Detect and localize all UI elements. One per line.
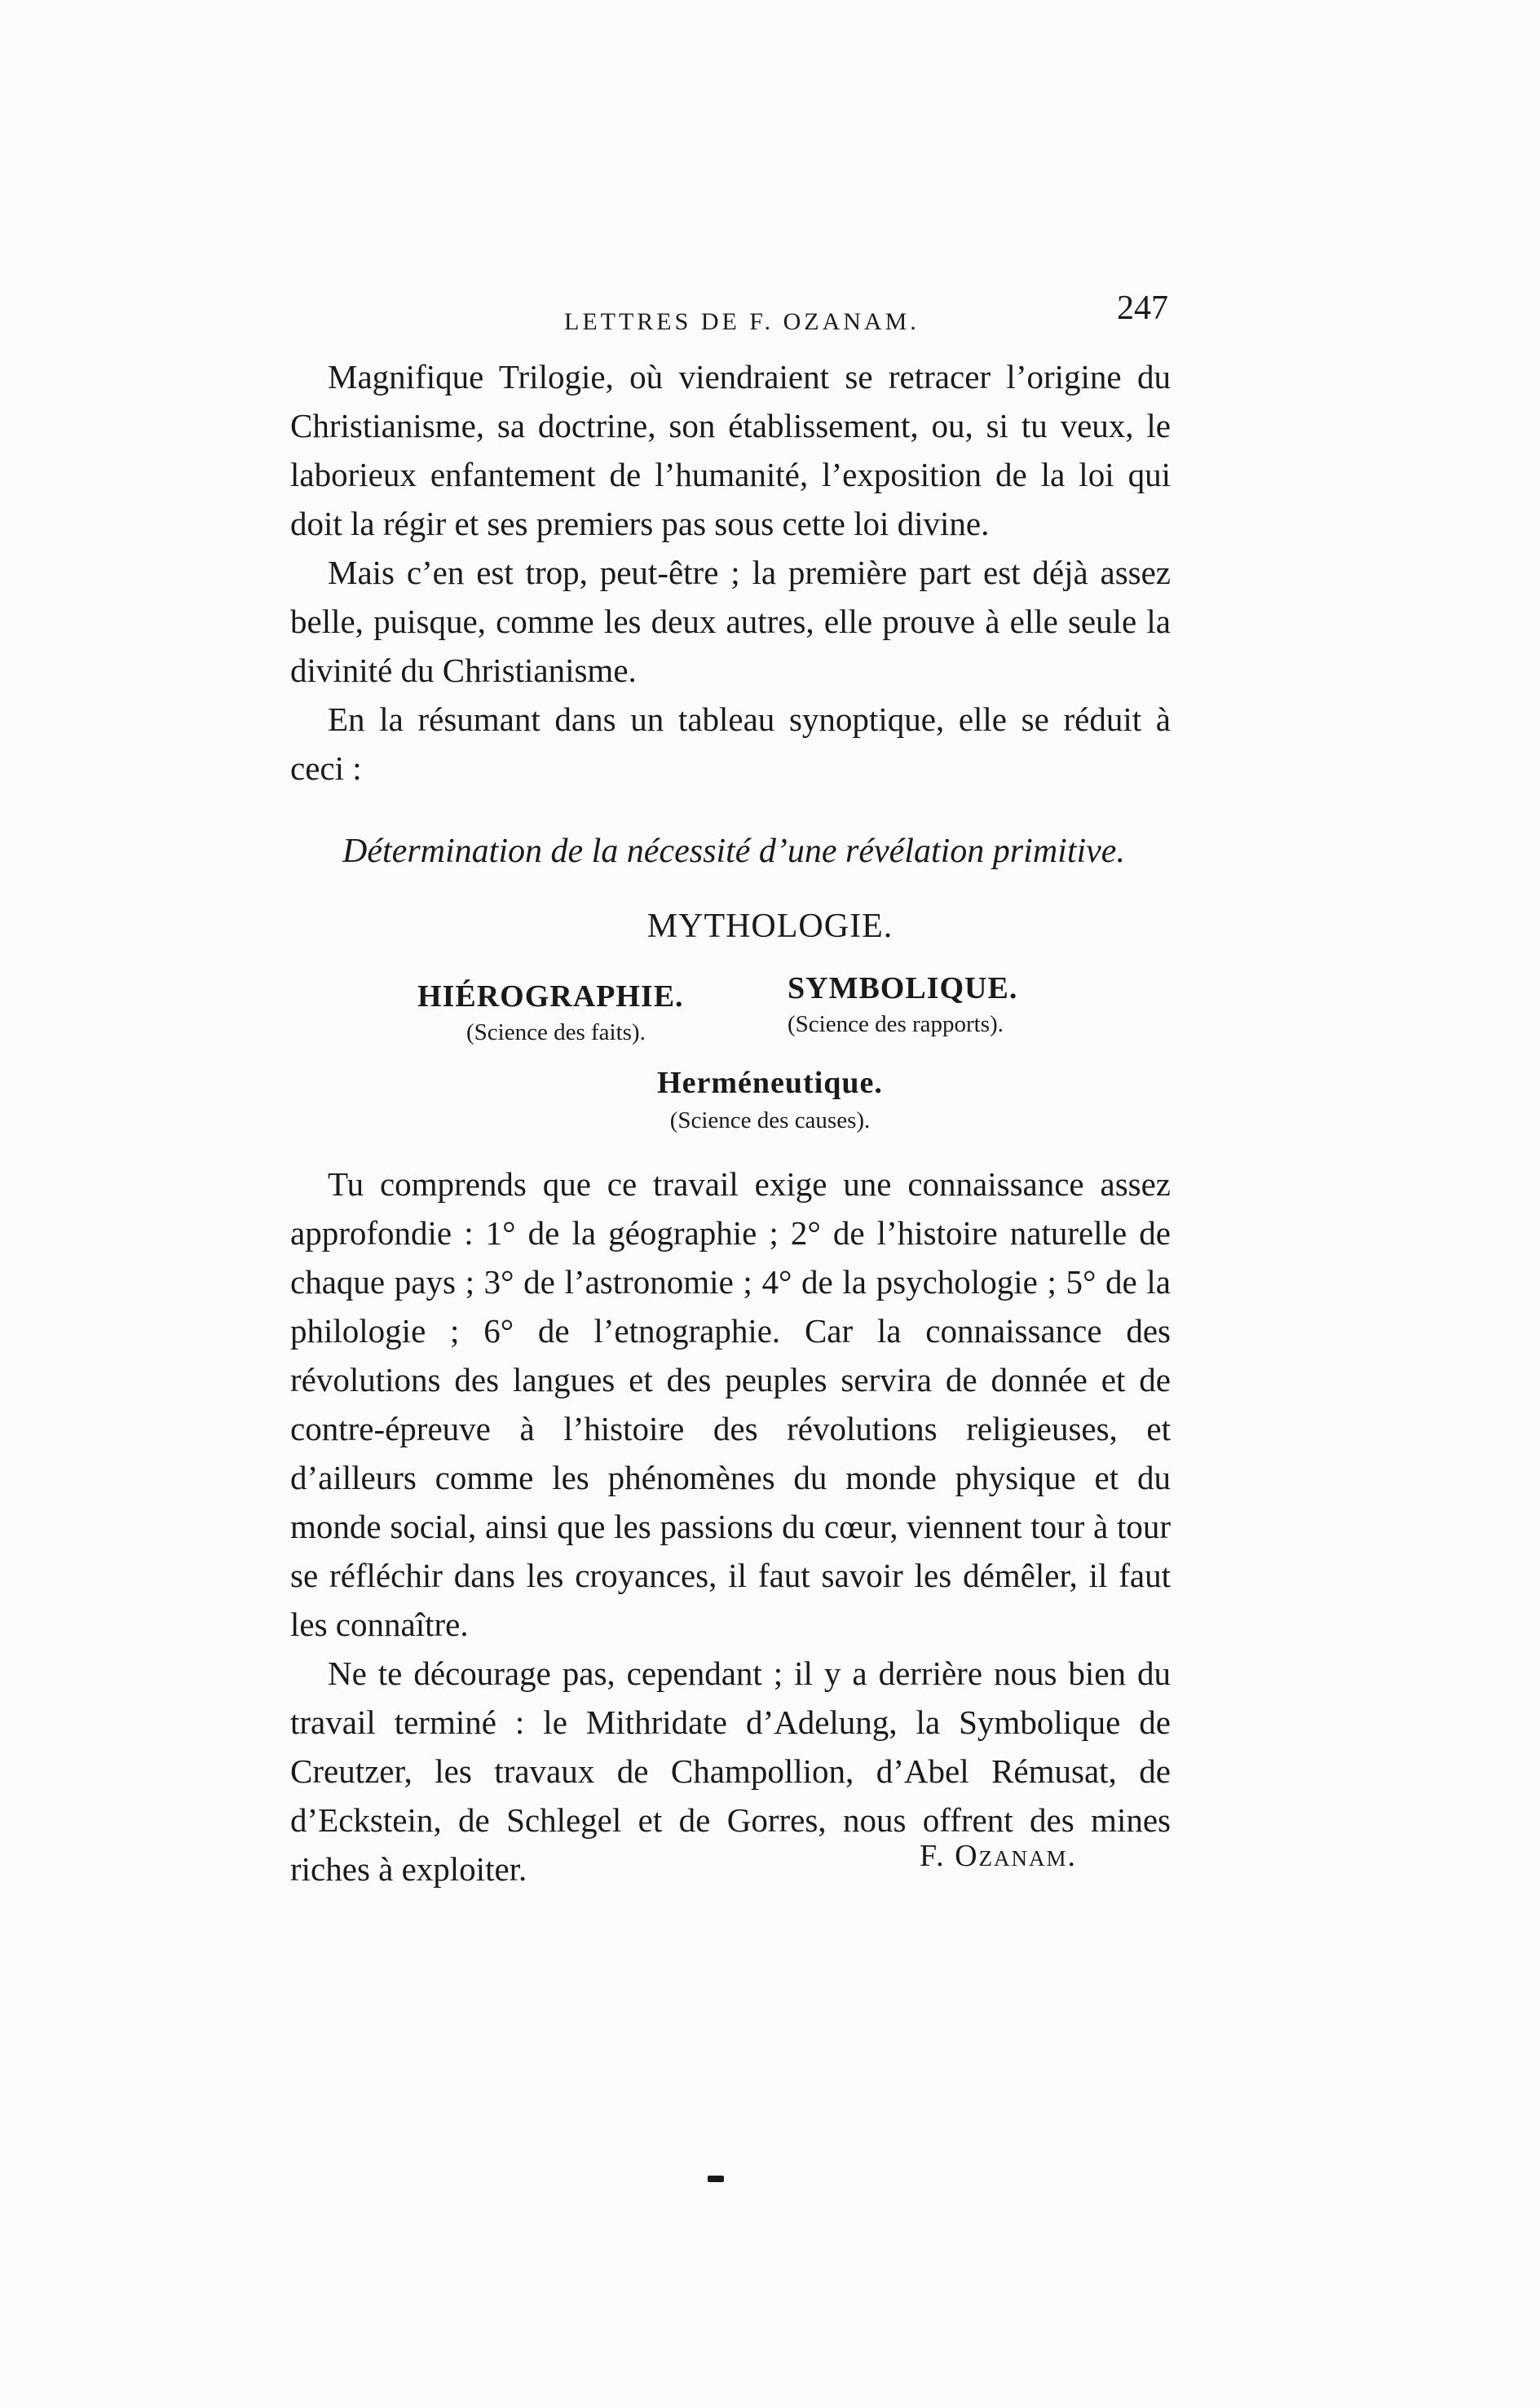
hermeneutique-subtitle: (Science des causes).: [669, 1107, 871, 1133]
paragraph-travail: Tu comprends que ce travail exige une connaissance assez approfondie : 1° de la géographie ; 2° de l’histoire naturelle de chaque pays ; 3° de l’astronomie ; 4° de la psychologie ; 5° de la philologie ; 6° de l’etnographie. Car la connaissance des révolutions des langues et des peuples servira de donnée et de contre-épreuve à l’histoire des révolutions religieuses, et d’ailleurs comme les phénomènes du monde physique et du monde social, ainsi que les passions du cœur, viennent tour à tour se réfléchir dans les croyances, il faut savoir les démêler, il faut les connaître.: [290, 1165, 1171, 1643]
bottom-text-block: [290, 1160, 1171, 1893]
paragraph-trop: Mais c’en est trop, peut-être ; la première part est déjà assez belle, puisque, comme les deux autres, elle prouve à elle seule la divinité du Christianisme.: [290, 554, 1171, 689]
page-number: 247: [1117, 289, 1168, 327]
hierographie-title: HIÉROGRAPHIE.: [417, 979, 684, 1014]
printer-mark-icon: [708, 2176, 724, 2182]
mythologie-heading: MYTHOLOGIE.: [646, 908, 894, 945]
top-text-block: [290, 352, 1171, 793]
running-head: LETTRES DE F. OZANAM.: [564, 308, 920, 335]
symbolique-title: SYMBOLIQUE.: [788, 971, 1018, 1005]
hermeneutique-title: Herméneutique.: [657, 1066, 883, 1100]
paragraph-resumant: En la résumant dans un tableau synoptique, elle se réduit à ceci :: [290, 700, 1171, 787]
signature: F. Ozanam.: [920, 1839, 1078, 1873]
hierographie-subtitle: (Science des faits).: [466, 1019, 646, 1045]
determination-line: Détermination de la nécessité d’une révélation primitive.: [342, 833, 1125, 870]
symbolique-subtitle: (Science des rapports).: [788, 1011, 1004, 1037]
paragraph-decourage: Ne te décourage pas, cependant ; il y a derrière nous bien du travail terminé : le Mithridate d’Adelung, la Symbolique de Creutzer, les travaux de Champollion, d’Abel Rémusat, de d’Eckstein, de Schlegel et de Gorres, nous offrent des mines riches à exploiter.: [290, 1655, 1171, 1888]
paragraph-trilogie: Magnifique Trilogie, où viendraient se retracer l’origine du Christianisme, sa doctrine, son établissement, ou, si tu veux, le laborieux enfantement de l’humanité, l’exposition de la loi qui doit la régir et ses premiers pas sous cette loi divine.: [290, 358, 1171, 542]
